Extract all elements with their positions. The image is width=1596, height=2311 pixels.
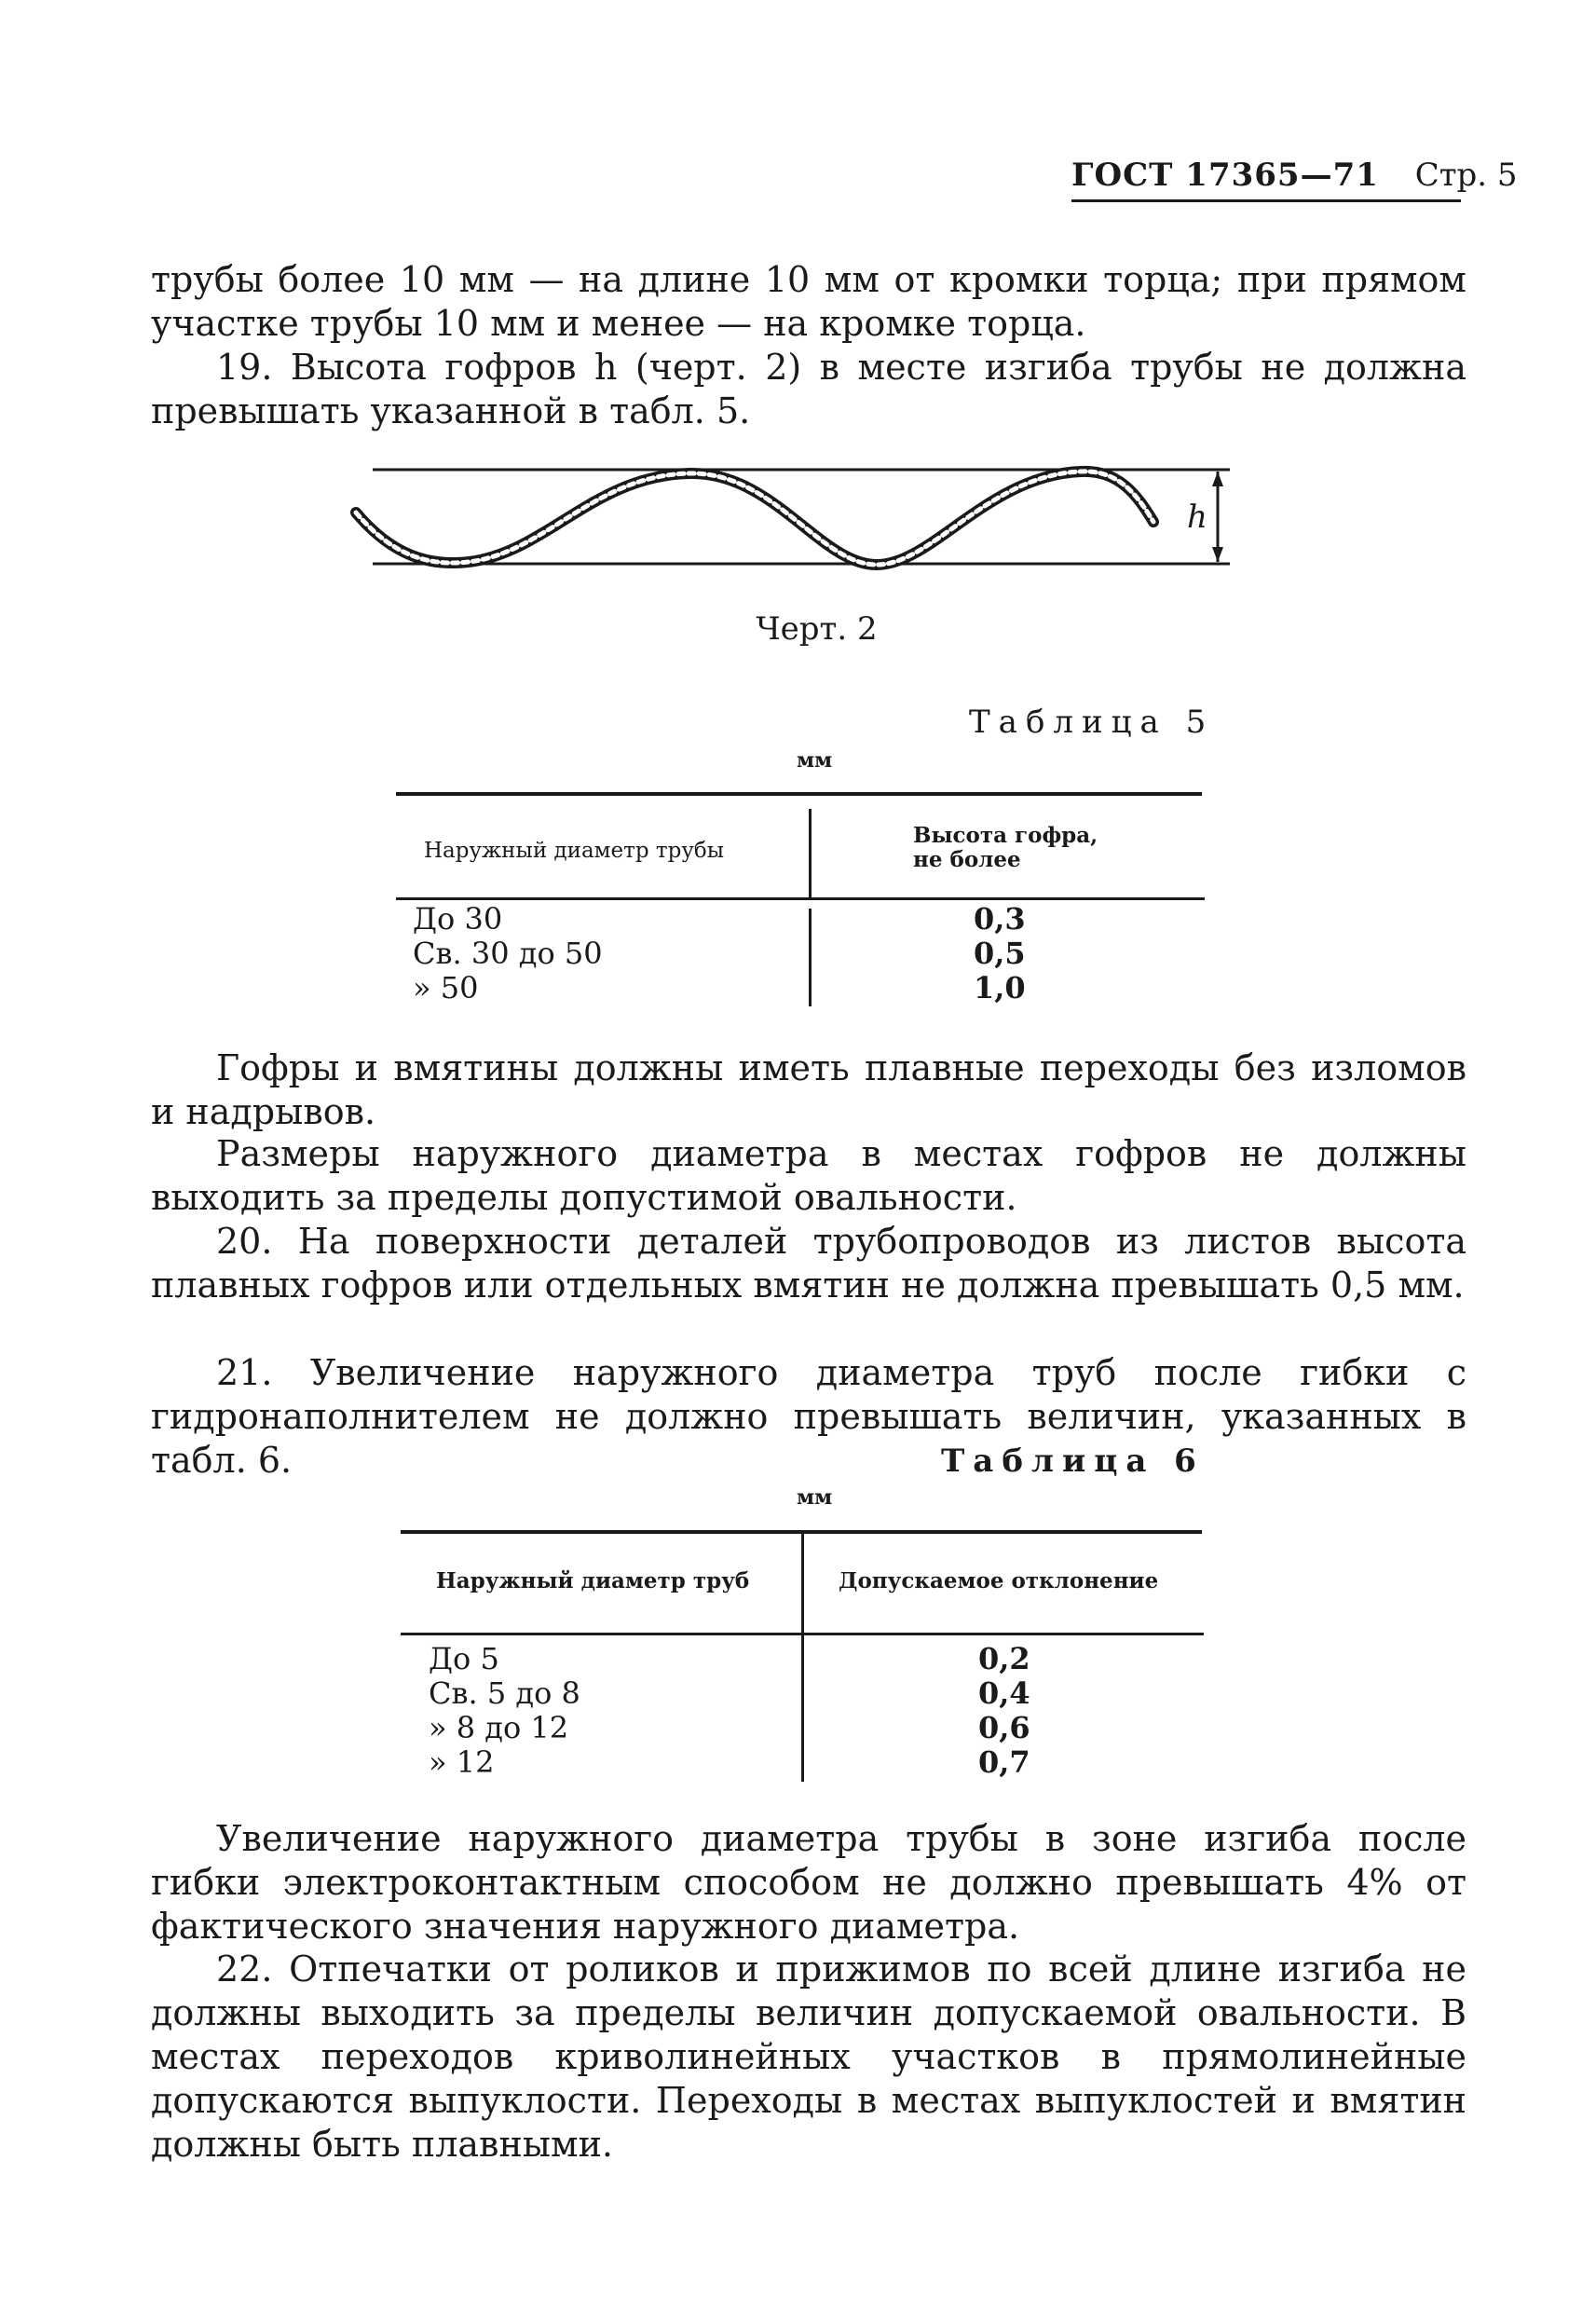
- figure-caption: Черт. 2: [756, 610, 878, 648]
- table5-title: Таблица 5: [969, 704, 1215, 741]
- table5-header-diameter: Наружный диаметр трубы: [424, 839, 725, 863]
- table-cell-value: 0,4: [978, 1675, 1030, 1711]
- dimension-arrow-bottom: [1212, 547, 1223, 562]
- table-cell-diameter: » 50: [413, 970, 479, 1005]
- table6-unit: мм: [797, 1485, 833, 1510]
- page-header: [1071, 157, 1518, 194]
- table-cell-diameter: До 5: [429, 1641, 499, 1676]
- table-cell-diameter: Св. 30 до 50: [413, 936, 603, 971]
- paragraph-corrugations: Гофры и вмятины должны иметь плавные переходы без изломов и надрывов.: [151, 1047, 1466, 1132]
- table5: [396, 792, 1216, 1016]
- page-number: Стр. 5: [1414, 157, 1518, 194]
- paragraph-19: 19. Высота гофров h (черт. 2) в месте изгиба трубы не должна превышать указанной в табл. 5.: [151, 347, 1466, 431]
- table6-column-divider: [801, 1530, 804, 1782]
- table-cell-value: 0,5: [974, 936, 1026, 971]
- table6-header-deviation: Допускаемое отклонение: [839, 1568, 1159, 1593]
- paragraph-22: 22. Отпечатки от роликов и прижимов по всей длине изгиба не должны выходить за пределы величин допускаемой овальности. В местах переходов криволинейных участков в прямолинейные допускаются выпуклости. Переходы в местах выпуклостей и вмятин должны быть плавными.: [151, 1949, 1466, 2165]
- paragraph-21: 21. Увеличение наружного диаметра труб после гибки с гидронаполнителем не должно превышать величин, указанных в табл. 6.: [151, 1352, 1466, 1481]
- table5-body-divider: [809, 909, 812, 1006]
- table5-header-rule: [396, 897, 1205, 900]
- paragraph-continuation: трубы более 10 мм — на длине 10 мм от кромки торца; при прямом участке трубы 10 мм и менее — на кромке торца.: [151, 259, 1466, 344]
- paragraph-20: 20. На поверхности деталей трубопроводов из листов высота плавных гофров или отдельных вмятин не должна превышать 0,5 мм.: [151, 1221, 1466, 1306]
- table5-header-divider: [809, 809, 812, 897]
- table-cell-value: 0,6: [978, 1710, 1030, 1745]
- table-cell-diameter: Св. 5 до 8: [429, 1675, 580, 1711]
- standard-code: ГОСТ 17365—71: [1071, 157, 1379, 194]
- table-cell-diameter: До 30: [413, 901, 503, 937]
- paragraph-electrocontact: Увеличение наружного диаметра трубы в зоне изгиба после гибки электроконтактным способом не должно превышать 4% от фактического значения наружного диаметра.: [151, 1818, 1466, 1947]
- table-cell-value: 0,7: [978, 1744, 1030, 1780]
- table-cell-value: 1,0: [974, 970, 1026, 1005]
- table6-title: Таблица 6: [941, 1443, 1205, 1480]
- corrugated-wall: [356, 472, 1153, 565]
- table6: [401, 1530, 1221, 1791]
- table-cell-value: 0,2: [978, 1641, 1030, 1676]
- corrugation-drawing: [335, 457, 1248, 596]
- dimension-arrow-top: [1212, 472, 1223, 486]
- table6-header-diameter: Наружный диаметр труб: [436, 1568, 750, 1593]
- table-cell-diameter: » 8 до 12: [429, 1710, 569, 1745]
- dimension-label-h: h: [1187, 499, 1207, 536]
- table5-unit: мм: [797, 748, 833, 773]
- table-cell-diameter: » 12: [429, 1744, 495, 1780]
- table5-top-rule: [396, 792, 1202, 796]
- table5-header-height: Высота гофра, не более: [913, 823, 1098, 872]
- paragraph-diameter-sizes: Размеры наружного диаметра в местах гофров не должны выходить за пределы допустимой овальности.: [151, 1133, 1466, 1218]
- table-cell-value: 0,3: [974, 901, 1026, 937]
- header-rule: [1071, 199, 1461, 202]
